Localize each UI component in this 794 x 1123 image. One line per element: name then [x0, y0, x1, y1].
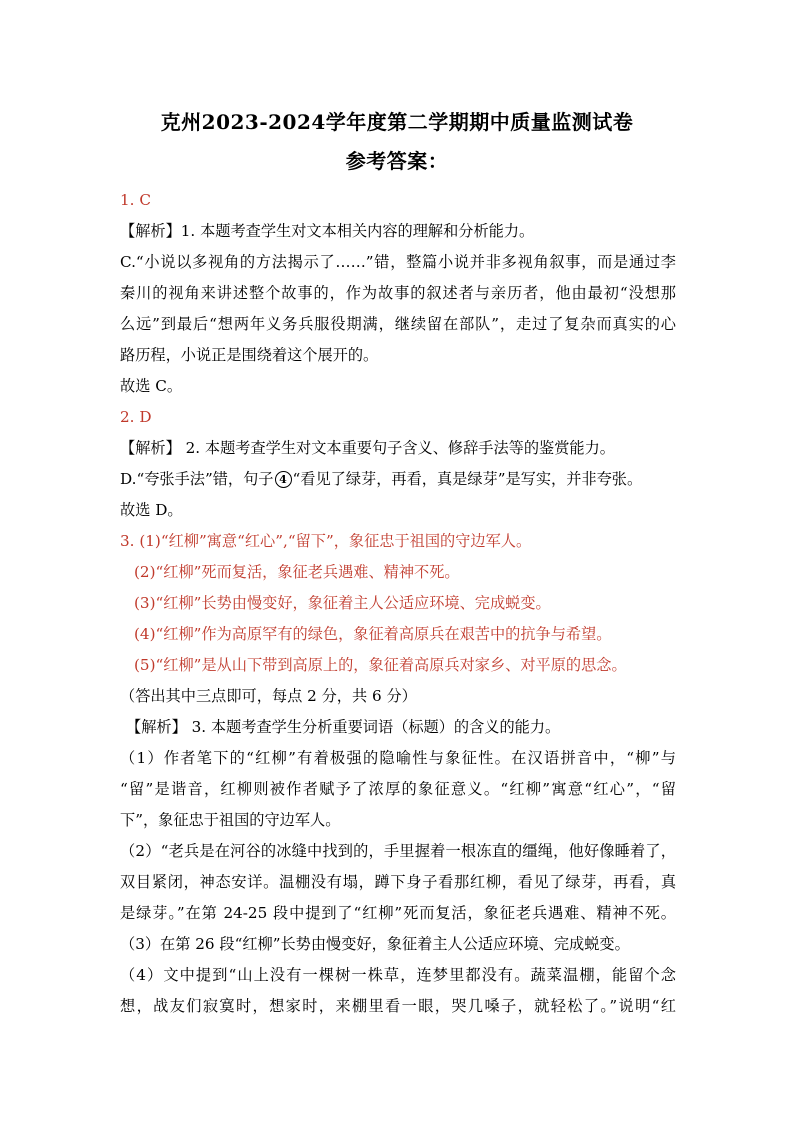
q1-answer: 1. C: [120, 191, 151, 209]
q2-answer: 2. D: [120, 408, 152, 426]
q1-analysis: 【解析】1. 本题考查学生对文本相关内容的理解和分析能力。: [120, 222, 535, 240]
q3-explanation-line: （3）在第 26 段“红柳”长势由慢变好，象征着主人公适应环境、完成蜕变。: [120, 935, 630, 953]
q3-point: (2)“红柳”死而复活，象征老兵遇难、精神不死。: [134, 563, 460, 581]
q1-explanation-line: C.“小说以多视角的方法揭示了……”错，整篇小说并非多视角叙事，而是通过李: [120, 253, 676, 271]
page-subtitle: 参考答案：: [345, 149, 449, 173]
q3-point: 3. (1)“红柳”寓意“红心”,“留下”，象征忠于祖国的守边军人。: [120, 532, 532, 550]
q2-analysis: 【解析】 2. 本题考查学生对文本重要句子含义、修辞手法等的鉴赏能力。: [120, 439, 615, 457]
q3-explanation-line: 下”，象征忠于祖国的守边军人。: [120, 811, 341, 829]
q3-explanation-line: 是绿芽。”在第 24-25 段中提到了“红柳”死而复活，象征老兵遇难、精神不死。: [120, 904, 676, 922]
q3-explanation-line: （2）“老兵是在河谷的冰缝中找到的，手里握着一根冻直的缰绳，他好像睡着了，: [120, 842, 676, 860]
q3-explanation-line: （1）作者笔下的“红柳”有着极强的隐喻性与象征性。在汉语拼音中，“柳”与: [120, 749, 676, 767]
q3-explanation-line: 想，战友们寂寞时，想家时，来棚里看一眼，哭几嗓子，就轻松了。”说明“红: [120, 997, 676, 1015]
q2-explanation-before: D.“夸张手法”错，句子: [120, 470, 274, 488]
q1-conclusion: 故选 C。: [120, 377, 183, 395]
q3-analysis: 【解析】 3. 本题考查学生分析重要词语（标题）的含义的能力。: [126, 718, 561, 736]
answer-content: [120, 185, 676, 1022]
q3-explanation-line: “留”是谐音，红柳则被作者赋予了浓厚的象征意义。“红柳”寓意“红心”，“留: [120, 780, 676, 798]
q1-explanation-line: 秦川的视角来讲述整个故事的，作为故事的叙述者与亲历者，他由最初“没想那: [120, 284, 676, 302]
circled-number-marker: 4: [275, 471, 292, 488]
q1-explanation-line: 么远”到最后“想两年义务兵服役期满，继续留在部队”，走过了复杂而真实的心: [120, 315, 676, 333]
q3-point: (4)“红柳”作为高原罕有的绿色，象征着高原兵在艰苦中的抗争与希望。: [134, 625, 612, 643]
q3-point: (5)“红柳”是从山下带到高原上的，象征着高原兵对家乡、对平原的思念。: [134, 656, 627, 674]
q1-explanation-line: 路历程，小说正是围绕着这个展开的。: [120, 346, 379, 364]
q3-point: (3)“红柳”长势由慢变好，象征着主人公适应环境、完成蜕变。: [134, 594, 551, 612]
page-title: 克州2023-2024学年度第二学期期中质量监测试卷: [160, 110, 634, 134]
q2-explanation-after: “看见了绿芽，再看，真是绿芽”是写实，并非夸张。: [292, 470, 643, 488]
q3-explanation-line: （4）文中提到“山上没有一棵树一株草，连梦里都没有。蔬菜温棚，能留个念: [120, 966, 676, 984]
q3-scoring-note: （答出其中三点即可，每点 2 分，共 6 分）: [120, 687, 417, 705]
q3-explanation-line: 双目紧闭，神态安详。温棚没有塌，蹲下身子看那红柳，看见了绿芽，再看，真: [120, 873, 676, 891]
q2-conclusion: 故选 D。: [120, 501, 183, 519]
q2-explanation-line: [120, 464, 676, 495]
